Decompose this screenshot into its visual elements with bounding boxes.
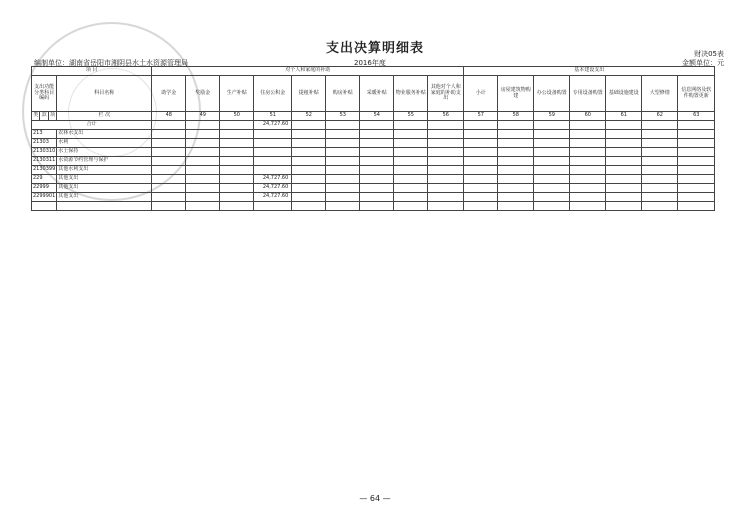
table-cell — [292, 157, 326, 166]
table-cell — [678, 166, 715, 175]
table-cell — [498, 184, 534, 193]
table-cell — [606, 166, 642, 175]
table-cell — [360, 202, 394, 211]
table-row — [32, 166, 715, 175]
table-cell — [534, 130, 570, 139]
column-number: 54 — [360, 112, 394, 121]
table-cell — [360, 166, 394, 175]
table-cell — [498, 157, 534, 166]
table-cell — [570, 202, 606, 211]
table-cell — [464, 130, 498, 139]
table-cell — [606, 175, 642, 184]
column-number: 62 — [642, 112, 678, 121]
table-cell — [326, 121, 360, 130]
table-cell — [326, 175, 360, 184]
table-cell — [152, 166, 186, 175]
subject-name: 其他支出 — [57, 193, 152, 202]
table-cell — [534, 184, 570, 193]
subject-code: 2130310 — [32, 148, 57, 157]
column-header: 小计 — [464, 76, 498, 112]
table-row — [32, 202, 715, 211]
xiang-header: 项 — [48, 112, 56, 121]
column-number-label: 栏 次 — [57, 112, 152, 121]
column-number: 55 — [394, 112, 428, 121]
table-cell — [186, 184, 220, 193]
subject-name: 水资源节约管理与保护 — [57, 157, 152, 166]
table-cell — [326, 130, 360, 139]
table-cell — [570, 184, 606, 193]
table-cell — [186, 121, 220, 130]
table-cell — [186, 148, 220, 157]
table-cell — [152, 139, 186, 148]
table-cell — [642, 139, 678, 148]
table-cell — [394, 175, 428, 184]
column-number: 60 — [570, 112, 606, 121]
table-cell — [220, 139, 254, 148]
table-cell — [464, 193, 498, 202]
subject-name: 其他支出 — [57, 175, 152, 184]
table-cell — [394, 166, 428, 175]
table-cell — [534, 157, 570, 166]
table-cell — [394, 139, 428, 148]
table-cell: 24,727.60 — [254, 184, 292, 193]
header-row-2 — [32, 76, 715, 112]
table-cell — [394, 148, 428, 157]
table-cell — [254, 148, 292, 157]
subject-code: 21303 — [32, 139, 57, 148]
table-cell — [570, 139, 606, 148]
table-cell — [152, 121, 186, 130]
table-cell — [678, 184, 715, 193]
table-cell — [360, 130, 394, 139]
table-cell — [606, 202, 642, 211]
table-cell — [152, 130, 186, 139]
table-cell: 24,727.60 — [254, 193, 292, 202]
table-cell — [678, 157, 715, 166]
name-header: 科目名称 — [57, 76, 152, 112]
table-cell — [292, 166, 326, 175]
table-cell — [606, 139, 642, 148]
table-cell — [428, 175, 464, 184]
lei-header: 类 — [32, 112, 40, 121]
code-header: 支出功能分类科目编码 — [32, 76, 57, 112]
subject-code: 22999 — [32, 184, 57, 193]
table-cell — [498, 148, 534, 157]
column-header: 物业服务补贴 — [394, 76, 428, 112]
subject-name: 其他支出 — [57, 184, 152, 193]
table-cell — [152, 184, 186, 193]
table-cell — [428, 139, 464, 148]
table-cell — [360, 148, 394, 157]
table-cell — [534, 166, 570, 175]
table-cell — [394, 121, 428, 130]
table-cell — [678, 139, 715, 148]
table-cell: 24,727.60 — [254, 121, 292, 130]
table-cell — [254, 157, 292, 166]
table-cell — [186, 202, 220, 211]
table-cell — [292, 184, 326, 193]
table-cell — [642, 184, 678, 193]
table-cell — [360, 157, 394, 166]
page-number: — 64 — — [359, 494, 391, 503]
table-cell — [642, 193, 678, 202]
table-cell — [292, 121, 326, 130]
page-title: 支出决算明细表 — [325, 41, 424, 56]
column-header: 专用设备购置 — [570, 76, 606, 112]
subject-code: 2130311 — [32, 157, 57, 166]
column-number: 51 — [254, 112, 292, 121]
table-cell — [464, 175, 498, 184]
subject-name: 其他水利支出 — [57, 166, 152, 175]
total-row — [32, 121, 715, 130]
table-cell — [570, 166, 606, 175]
kuan-header: 款 — [40, 112, 48, 121]
column-number: 50 — [220, 112, 254, 121]
table-cell — [360, 184, 394, 193]
table-cell — [464, 148, 498, 157]
subject-code: 2130399 — [32, 166, 57, 175]
table-cell — [326, 184, 360, 193]
table-cell — [326, 157, 360, 166]
table-cell — [326, 148, 360, 157]
table-cell — [606, 121, 642, 130]
table-cell — [498, 193, 534, 202]
column-header: 生产补贴 — [220, 76, 254, 112]
table-row — [32, 148, 715, 157]
table-cell — [606, 184, 642, 193]
table-cell — [394, 202, 428, 211]
subject-code: 229 — [32, 175, 57, 184]
table-row — [32, 193, 715, 202]
table-cell — [292, 139, 326, 148]
table-row — [32, 184, 715, 193]
table-cell — [606, 130, 642, 139]
form-number: 财决05表 — [694, 50, 724, 58]
table-cell — [220, 157, 254, 166]
table-cell — [606, 157, 642, 166]
column-number: 61 — [606, 112, 642, 121]
item-header: 项 目 — [32, 67, 152, 76]
table-cell — [428, 166, 464, 175]
table-cell — [498, 202, 534, 211]
capital-construction-group-header: 基本建设支出 — [464, 67, 715, 76]
table-row — [32, 157, 715, 166]
table-cell — [428, 130, 464, 139]
column-header: 提租补贴 — [292, 76, 326, 112]
table-cell — [254, 202, 292, 211]
column-header: 住房公积金 — [254, 76, 292, 112]
table-cell — [292, 130, 326, 139]
table-cell — [394, 130, 428, 139]
table-cell — [254, 139, 292, 148]
table-cell — [570, 175, 606, 184]
table-cell — [394, 184, 428, 193]
table-cell — [152, 193, 186, 202]
column-number: 63 — [678, 112, 715, 121]
table-cell — [394, 157, 428, 166]
table-cell — [326, 139, 360, 148]
fiscal-year: 2016年度 — [354, 59, 386, 67]
table-cell — [186, 157, 220, 166]
table-cell — [292, 193, 326, 202]
column-header: 其他对个人和家庭的补助支出 — [428, 76, 464, 112]
column-number: 58 — [498, 112, 534, 121]
total-label: 合计 — [32, 121, 152, 130]
column-number: 57 — [464, 112, 498, 121]
table-cell — [464, 121, 498, 130]
table-row — [32, 175, 715, 184]
column-header: 助学金 — [152, 76, 186, 112]
table-cell — [642, 130, 678, 139]
table-cell — [678, 148, 715, 157]
table-cell — [606, 193, 642, 202]
table-cell — [220, 184, 254, 193]
header-row-3 — [32, 112, 715, 121]
table-cell — [570, 157, 606, 166]
table-cell — [464, 166, 498, 175]
table-row — [32, 139, 715, 148]
subject-name: 农林水支出 — [57, 130, 152, 139]
subject-code: 2299901 — [32, 193, 57, 202]
table-cell — [220, 148, 254, 157]
table-cell — [220, 193, 254, 202]
column-header: 信息网络及软件购置更新 — [678, 76, 715, 112]
subject-code — [32, 202, 57, 211]
table-cell — [186, 166, 220, 175]
table-cell — [220, 175, 254, 184]
table-cell — [428, 121, 464, 130]
table-cell — [642, 166, 678, 175]
table-cell — [220, 202, 254, 211]
table-cell — [534, 139, 570, 148]
expenditure-detail-table — [31, 66, 715, 211]
table-cell — [498, 130, 534, 139]
table-cell — [152, 202, 186, 211]
column-number: 48 — [152, 112, 186, 121]
column-header: 基础设施建设 — [606, 76, 642, 112]
table-cell — [428, 184, 464, 193]
table-cell — [220, 130, 254, 139]
table-cell — [254, 166, 292, 175]
table-cell — [498, 166, 534, 175]
table-cell — [678, 130, 715, 139]
column-number: 53 — [326, 112, 360, 121]
table-cell — [534, 193, 570, 202]
column-header: 大型修缮 — [642, 76, 678, 112]
table-cell — [534, 202, 570, 211]
table-cell — [464, 139, 498, 148]
table-cell — [186, 175, 220, 184]
table-cell — [152, 175, 186, 184]
amount-unit: 金额单位：元 — [682, 59, 724, 67]
table-row — [32, 130, 715, 139]
column-number: 56 — [428, 112, 464, 121]
table-cell — [186, 139, 220, 148]
table-cell — [254, 130, 292, 139]
subject-name: 水土保持 — [57, 148, 152, 157]
table-cell — [642, 148, 678, 157]
table-cell — [186, 130, 220, 139]
table-cell — [642, 175, 678, 184]
table-cell — [678, 175, 715, 184]
table-cell — [428, 148, 464, 157]
column-header: 采暖补贴 — [360, 76, 394, 112]
column-header: 购房补贴 — [326, 76, 360, 112]
table-cell — [292, 148, 326, 157]
table-cell — [678, 202, 715, 211]
table-cell — [360, 193, 394, 202]
subject-name — [57, 202, 152, 211]
personal-subsidy-group-header: 对个人和家庭的补助 — [152, 67, 464, 76]
table-cell — [570, 193, 606, 202]
table-cell — [498, 175, 534, 184]
table-cell — [570, 148, 606, 157]
table-cell — [292, 175, 326, 184]
table-cell — [326, 166, 360, 175]
table-cell — [498, 121, 534, 130]
table-cell — [678, 121, 715, 130]
column-number: 59 — [534, 112, 570, 121]
table-cell — [534, 148, 570, 157]
column-number: 52 — [292, 112, 326, 121]
table-cell — [394, 193, 428, 202]
table-cell — [678, 193, 715, 202]
table-cell — [152, 157, 186, 166]
table-cell — [464, 184, 498, 193]
table-cell — [326, 193, 360, 202]
table-cell: 24,727.60 — [254, 175, 292, 184]
column-number: 49 — [186, 112, 220, 121]
subject-code: 213 — [32, 130, 57, 139]
table-cell — [570, 130, 606, 139]
table-cell — [534, 121, 570, 130]
table-cell — [642, 202, 678, 211]
table-cell — [642, 121, 678, 130]
table-cell — [464, 157, 498, 166]
table-cell — [464, 202, 498, 211]
table-cell — [220, 121, 254, 130]
table-cell — [292, 202, 326, 211]
compiling-unit: 编制单位：湖南省岳阳市湘阴县水土水资源管理局 — [34, 59, 188, 67]
table-cell — [360, 121, 394, 130]
table-cell — [570, 121, 606, 130]
table-cell — [360, 139, 394, 148]
subject-name: 水利 — [57, 139, 152, 148]
column-header: 奖励金 — [186, 76, 220, 112]
table-cell — [326, 202, 360, 211]
table-cell — [534, 175, 570, 184]
column-header: 办公设备购置 — [534, 76, 570, 112]
column-header: 房屋建筑物购建 — [498, 76, 534, 112]
table-cell — [428, 157, 464, 166]
table-cell — [360, 175, 394, 184]
table-cell — [642, 157, 678, 166]
table-cell — [606, 148, 642, 157]
table-cell — [152, 148, 186, 157]
table-cell — [428, 193, 464, 202]
table-cell — [186, 193, 220, 202]
table-cell — [220, 166, 254, 175]
table-cell — [428, 202, 464, 211]
header-row-1 — [32, 67, 715, 76]
table-cell — [498, 139, 534, 148]
